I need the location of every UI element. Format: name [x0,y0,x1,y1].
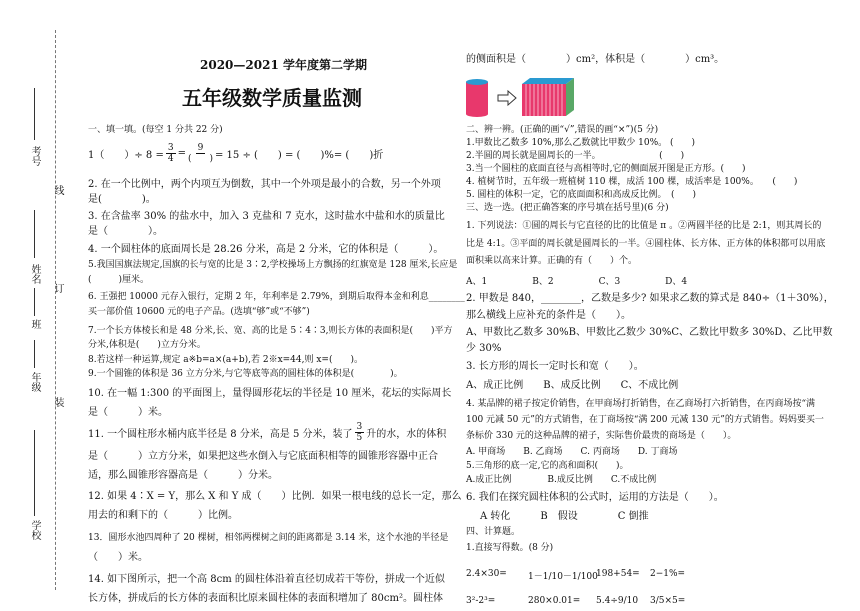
choice-3: 3. 长方形的周长一定时长和宽（ ）。 [466,361,644,372]
question-14-line2: 长方体，拼成后的长方体的表面积比原来圆柱体的表面积增加了 80cm²。圆柱体 [88,593,443,604]
exam-title: 五年级数学质量监测 [182,86,362,110]
q1-fraction-1: $\frac{3}{4}$ [167,142,174,164]
choice-5-options: A.成正比例 B.成反比例 C.不成比例 [466,475,657,485]
q1-part-b: = 15 ÷ ( ) = ( )%= ( )折 [215,149,384,161]
cylinder-to-cuboid-figure [464,76,576,118]
question-5-line2: ( )厘米。 [88,275,150,285]
question-2-line2: 是( )。 [88,194,156,205]
q1-fraction-2: $\frac{9}{( )}$ [187,142,213,164]
choice-1-line1: 1. 下列说法：①圆的周长与它直径的比的比值是 π 。②两圆半径的比是 2:1，则其周长的 [466,221,822,231]
calc-item-6: 280×0.01= [528,596,581,606]
question-12-line1: 12. 如果 4∶X = Y，那么 X 和 Y 成（ ）比例．如果一根电线的总长一定，那么 [88,491,462,502]
q1-equals: = [177,147,186,159]
question-12-line2: 用去的和剩下的（ ）比例。 [88,510,238,521]
margin-xian: 线 [52,185,63,195]
choice-2-line2: 那么横线上应补充的条件是（ ）。 [466,310,631,321]
choice-6-options: A 转化 B 假设 C 倒推 [480,511,649,522]
margin-ding: 订 [52,283,63,293]
section-choose: 三、选一选。(把正确答案的序号填在括号里)(6 分) [466,203,669,213]
judge-1: 1.甲数比乙数多 10%,那么乙数就比甲数少 10%。 ( ) [466,138,696,148]
judge-5: 5. 圆柱的体积一定，它的底面面积和高成反比例。 ( ) [466,190,696,200]
choice-2-line3: A、甲数比乙数多 30%B、甲数比乙数少 30%C、乙数比甲数多 30%D、乙比甲数 [466,327,833,338]
section-calculate: 四、计算题。 [466,527,521,537]
margin-zhuang: 装 [52,397,63,407]
section-judge: 二、辨一辨。(正确的画“√”,错误的画“×”)(5 分) [466,125,659,135]
margin-xuexiao: 学校 [29,520,40,540]
cuboid-icon [522,78,574,116]
question-11-line1: 11. 一个圆柱形水桶内底半径是 8 分米，高是 5 分米，装了 $\frac{3}{5}$ 升的水，水的体积 [88,421,447,443]
binding-dashed-line [55,30,57,590]
question-13-line1: 13．圆形水池四周种了 20 棵树，相邻两棵树之间的距离都是 3.14 米，这个水池的半径是 [88,533,449,543]
q1-part-a: 1（ ）÷ 8 = [88,149,164,161]
margin-line-nianji [34,340,35,368]
question-3-line1: 3. 在含盐率 30% 的盐水中，加入 3 克盐和 7 克水，这时盐水中盐和水的质量比 [88,211,445,222]
calc-item-4: 2−1%= [650,569,686,579]
cylinder-icon [466,79,488,117]
choice-2-line1: 2. 甲数是 840，________，乙数是多少? 如果求乙数的算式是 840÷（1＋30%）， [466,293,834,304]
question-3-line2: 是（ ）。 [88,226,163,237]
margin-line-kaohao [34,88,35,140]
choice-1-line2: 比是 4:1。③平面的周长就是圆周长的一半。④圆柱体、长方体、正方体的体积都可以用底 [466,239,826,249]
question-6-line1: 6. 王强把 10000 元存入银行，定期 2 年，年利率是 2.79%，到期后取得本金和利息________ [88,292,465,302]
choice-1-line3: 面积乘以高来计算。正确的有（ ）个。 [466,256,638,266]
margin-line-ban [34,288,35,316]
question-7-line1: 7.一个长方体棱长和是 48 分米,长、宽、高的比是 5∶4∶3,则长方体的表面积是( )平方 [88,326,453,336]
question-14-continued: 的侧面积是（ ）cm²，体积是（ ）cm³。 [466,54,725,65]
question-9: 9.一个圆锥的体积是 36 立方分米,与它等底等高的圆柱体的体积是( )。 [88,369,403,379]
question-5-line1: 5.我国国旗法规定,国旗的长与宽的比是 3∶2,学校操场上方飘扬的红旗宽是 128 厘米,长应是 [88,260,458,270]
choice-5: 5.三角形的底一定,它的高和面积( )。 [466,461,629,471]
margin-xingming: 姓名 [29,264,40,284]
judge-2: 2.半圆的周长就是圆周长的一半。 ( ) [466,151,685,161]
question-11-line2: 是（ ）立方分米，如果把这些水倒入与它底面积相等的圆锥形容器中正合 [88,451,438,462]
question-2-line1: 2. 在一个比例中，两个内项互为倒数，其中一个外项是最小的合数，另一个外项 [88,179,441,190]
choice-2-line4: 少 30% [466,343,502,354]
calc-item-5: 3²-2³= [466,596,496,606]
question-7-line2: 分米,体积是( )立方分米。 [88,340,206,350]
choice-4-options: A. 甲商场 B. 乙商场 C. 丙商场 D. 丁商场 [466,447,678,457]
question-14-line1: 14. 如下图所示，把一个高 8cm 的圆柱体沿着直径切成若干等份，拼成一个近似 [88,574,445,585]
margin-line-xingming [34,210,35,258]
question-8: 8.若这样一种运算,规定 a※b=a×(a+b),若 2※x=44,则 x=( )。 [88,355,363,365]
calc-item-8: 3/5×5= [650,596,686,606]
question-1 [88,138,383,168]
right-arrow-icon [498,91,516,105]
q11-fraction: $\frac{3}{5}$ [356,421,363,443]
exam-year: 2020—2021 学年度第二学期 [200,58,367,72]
question-10-line2: 是（ ）米。 [88,407,168,418]
question-13-line2: （ ）米。 [88,552,148,563]
section-fill-in: 一、填一填。(每空 1 分共 22 分) [88,125,223,135]
calc-item-2: 1－1/10－1/100 [528,572,598,582]
choice-4-line2: 100 元减 50 元”的方式销售，在丁商场按“满 200 元减 130 元”的方式销售。妈妈要买一 [466,415,824,425]
question-11-line3: 适，那么圆锥形容器高是（ ）分米。 [88,470,278,481]
judge-4: 4. 植树节时，五年级一班植树 110 棵，成活 100 棵，成活率是 100%。 ( ) [466,177,798,187]
calc-item-7: 5.4÷9/10 [596,596,639,606]
choice-3-options: A、成正比例 B、成反比例 C、不成比例 [466,380,679,391]
margin-line-xuexiao [34,430,35,516]
calc-subsection-1: 1.直接写得数。(8 分) [466,543,554,553]
margin-ban: 班 [29,319,40,329]
calc-item-3: 198+54= [596,569,640,579]
calc-item-1: 2.4×30= [466,569,507,579]
choice-6: 6. 我们在探究圆柱体积的公式时，运用的方法是（ ）。 [466,492,724,503]
choice-4-line1: 4. 某品牌的裙子按定价销售，在甲商场打折销售，在乙商场打六折销售，在丙商场按“满 [466,399,816,409]
margin-nianji: 年级 [29,372,40,392]
question-10-line1: 10. 在一幅 1:300 的平面图上，量得圆形花坛的半径是 10 厘米，花坛的实际周长 [88,388,452,399]
question-4: 4. 一个圆柱体的底面周长是 28.26 分米，高是 2 分米，它的体积是（ ）。 [88,244,444,255]
choice-1-options: A、1 B、2 C、3 D、4 [466,277,688,287]
question-6-line2: 买一部价值 10600 元的电子产品。(选填“够”或“不够”) [88,307,310,317]
choice-4-line3: 条标价 330 元的这种品牌的裙子，实际售价最贵的商场是（ ）。 [466,431,737,441]
judge-3: 3.当一个圆柱的底面直径与高相等时,它的侧面展开图是正方形。( ) [466,164,746,174]
margin-kaohao: 考号 [29,146,40,166]
